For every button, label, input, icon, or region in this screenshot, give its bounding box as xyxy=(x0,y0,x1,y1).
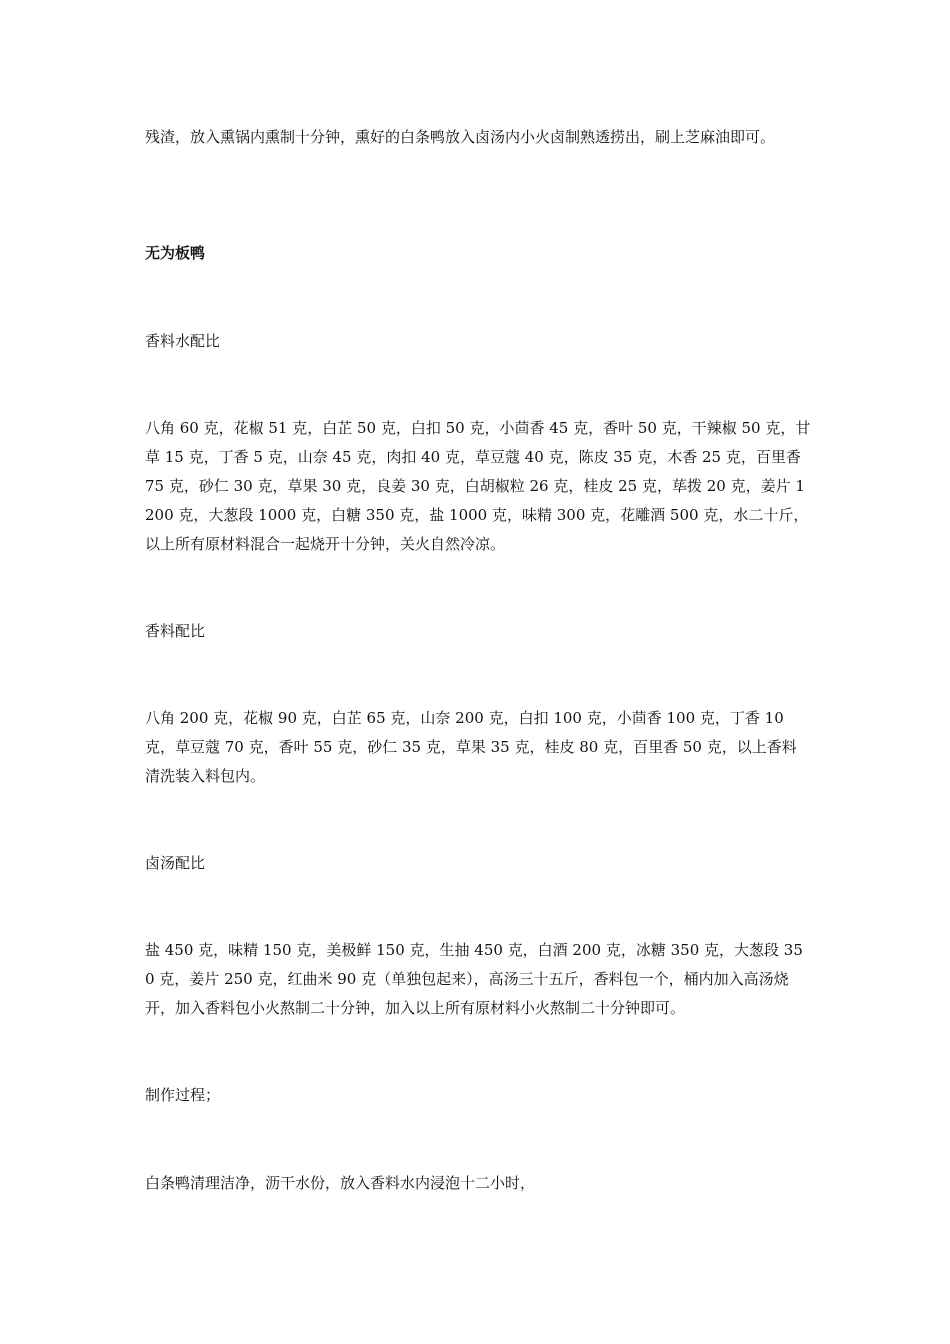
brine-paragraph: 盐 450 克，味精 150 克，美极鲜 150 克，生抽 450 克，白酒 200 克，冰糖 350 克，大葱段 350 克，姜片 250 克，红曲米 90 克（单独包起来），高汤三十五斤，香料包一个，桶内加入高汤烧开，加入香料包小火熬制二十分钟，加入以上所有原材料小火熬制二十分钟即可。 xyxy=(145,941,803,1017)
intro-paragraph: 残渣，放入熏锅内熏制十分钟，熏好的白条鸭放入卤汤内小火卤制熟透捞出，刷上芝麻油即可。 xyxy=(145,128,776,146)
spice-paragraph: 八角 200 克，花椒 90 克，白芷 65 克，山奈 200 克，白扣 100 克，小茴香 100 克，丁香 10 克，草豆蔻 70 克，香叶 55 克，砂仁 35 克，草果 35 克，桂皮 80 克，百里香 50 克，以上香料清洗装入料包内。 xyxy=(145,709,797,785)
spice-heading: 香料配比 xyxy=(145,622,206,640)
brine-heading: 卤汤配比 xyxy=(145,854,206,872)
process-heading: 制作过程； xyxy=(145,1086,221,1104)
recipe-title: 无为板鸭 xyxy=(145,244,206,262)
spice-water-heading: 香料水配比 xyxy=(145,332,221,350)
spice-water-paragraph: 八角 60 克，花椒 51 克，白芷 50 克，白扣 50 克，小茴香 45 克，香叶 50 克，干辣椒 50 克，甘草 15 克，丁香 5 克，山奈 45 克，肉扣 40 克，草豆蔻 40 克，陈皮 35 克，木香 25 克，百里香 75 克，砂仁 30 克，草果 30 克，良姜 30 克，白胡椒粒 26 克，桂皮 25 克，荜拨 20 克，姜片 1200 克，大葱段 1000 克，白糖 350 克，盐 1000 克，味精 300 克，花雕酒 500 克，水二十斤，以上所有原材料混合一起烧开十分钟，关火自然冷凉。 xyxy=(145,419,811,553)
process-paragraph: 白条鸭清理洁净，沥干水份，放入香料水内浸泡十二小时， xyxy=(145,1174,536,1192)
